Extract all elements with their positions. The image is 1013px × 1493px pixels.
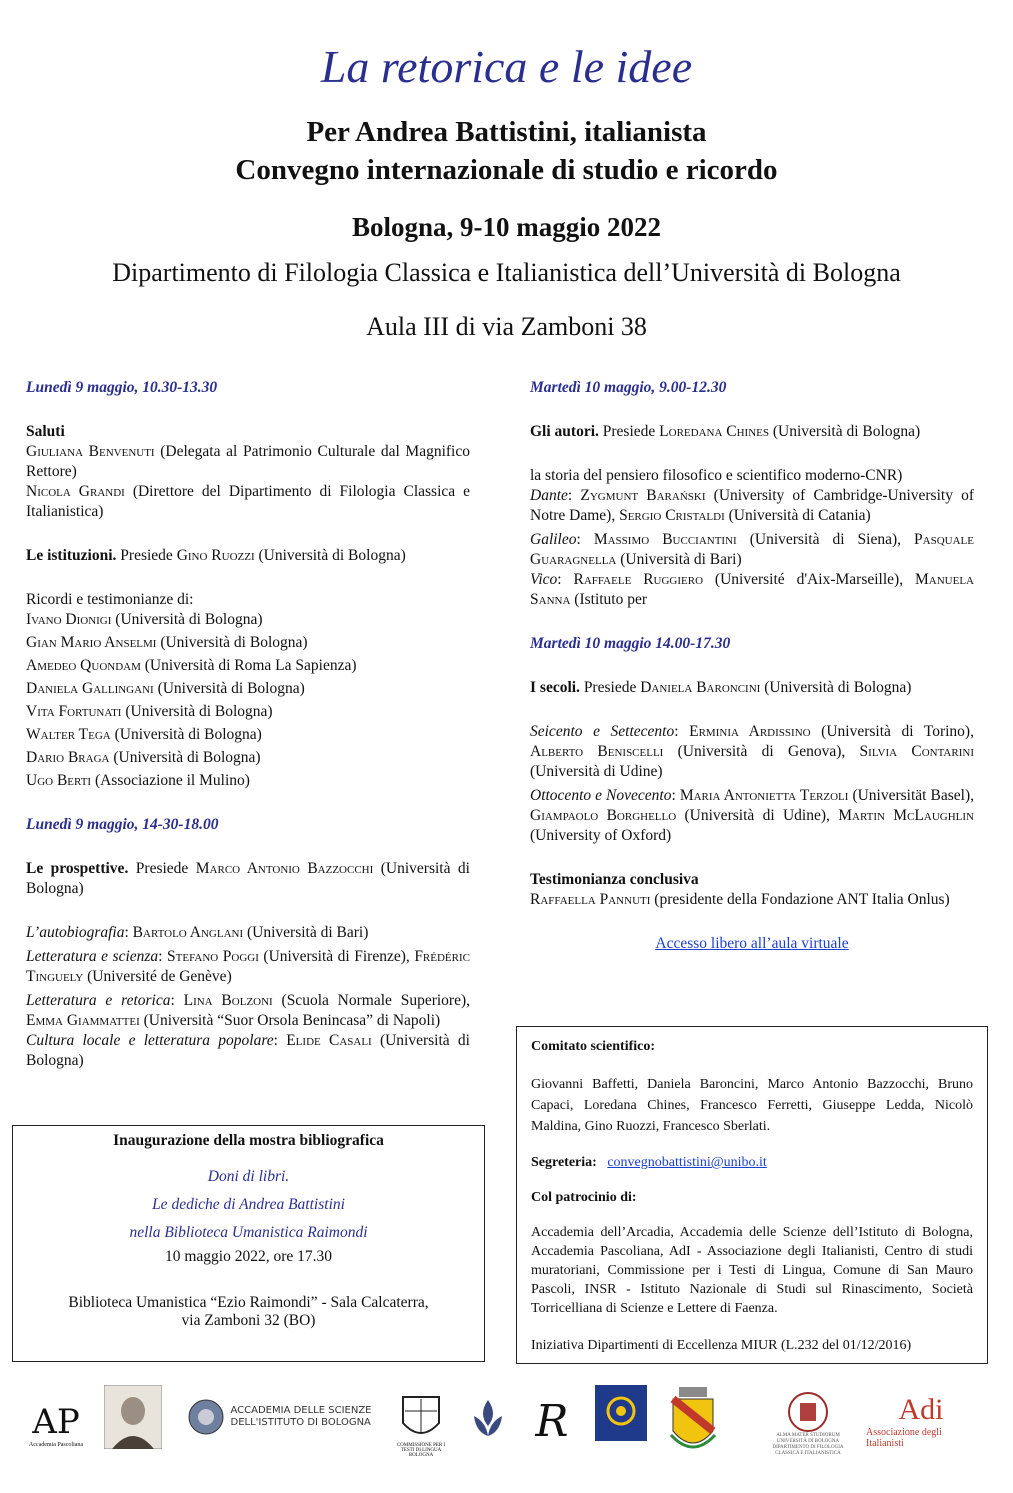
exhibition-title-3: nella Biblioteca Umanistica Raimondi: [129, 1224, 368, 1241]
talk-topic: Vico: [530, 571, 558, 588]
unibo-logo: [768, 1385, 848, 1463]
event-date: Bologna, 9-10 maggio 2022: [351, 212, 661, 242]
program-entry: Letteratura e scienza: Stefano Poggi (Università di Firenze), Frédéric Tinguely (Université de Genève): [26, 948, 470, 985]
talk-topic: Dante: [530, 487, 568, 504]
saluti-label: Saluti: [26, 423, 65, 440]
session-heading: Martedì 10 maggio 14.00-17.30: [530, 635, 731, 652]
logos-strip: [26, 1385, 976, 1465]
program-entry: Letteratura e retorica: Lina Bolzoni (Scuola Normale Superiore), Emma Giammattei (Università “Suor Orsola Benincasa” di Napoli): [26, 992, 471, 1029]
panel-label: I secoli.: [530, 679, 580, 696]
chair-affiliation: (Università di Bologna): [769, 423, 921, 440]
exhibition-heading: Inaugurazione della mostra bibliografica: [113, 1132, 384, 1149]
list-item: [26, 748, 470, 768]
secretariat-email-link[interactable]: convegnobattistini@unibo.it: [607, 1155, 767, 1170]
committee-heading: Comitato scientifico:: [531, 1039, 656, 1054]
speaker-affiliation: (Università di Genova),: [663, 743, 860, 760]
speaker-affiliation: (Università di Roma La Sapienza): [140, 657, 357, 674]
speaker-name: Maria Antonietta Terzoli: [679, 787, 849, 804]
program-entry: L’autobiografia: Bartolo Anglani (Università di Bari): [26, 924, 369, 941]
testimonials-list: [26, 610, 470, 791]
panel-heading: [530, 678, 974, 698]
speaker-affiliation: (Università di Firenze),: [258, 948, 415, 965]
speaker-affiliation: (Associazione il Mulino): [91, 772, 250, 789]
speaker-name: Daniela Gallingani: [26, 680, 154, 697]
speaker-name: Gian Mario Anselmi: [26, 634, 157, 651]
speaker-name: Bartolo Anglani: [132, 924, 244, 941]
program-entry: Galileo: Massimo Bucciantini (Università di Siena), Pasquale Guaragnella (Università di Bari): [530, 531, 974, 568]
speaker-affiliation: (University of Oxford): [530, 827, 672, 844]
list-item: [26, 702, 470, 722]
speaker-affiliation: (Università “Suor Orsola Benincasa” di Napoli): [139, 1012, 441, 1029]
logo-caption: COMMISSIONE PER I TESTI DI LINGUA BOLOGNA: [396, 1442, 446, 1458]
speaker-affiliation: (Università di Bologna): [111, 611, 263, 628]
speaker-name: Giuliana Benvenuti: [26, 443, 155, 460]
speaker-name: Elide Casali: [286, 1032, 372, 1049]
speaker-name: Emma Giammattei: [26, 1012, 140, 1029]
committee-members: Giovanni Baffetti, Daniela Baroncini, Marco Antonio Bazzocchi, Bruno Capaci, Loredana Chines, Francesco Ferretti, Giuseppe Ledda, Nicolò Maldina, Gino Ruozzi, Francesco Sberlati.: [531, 1077, 973, 1134]
talk-topic: Letteratura e scienza: [26, 948, 159, 965]
program-entry: Cultura locale e letteratura popolare: Elide Casali (Università di Bologna): [26, 1032, 470, 1069]
program-entry: [530, 890, 974, 910]
exhibition-box: [12, 1125, 485, 1362]
virtual-room-link[interactable]: Accesso libero all’aula virtuale: [655, 935, 849, 952]
program-entry: [26, 442, 470, 482]
list-item: [26, 771, 470, 791]
chair-name: Loredana Chines: [659, 423, 770, 440]
speaker-affiliation: (Delegata al Patrimonio Culturale dal Magnifico Rettore): [26, 443, 470, 480]
speaker-affiliation: (Università di Bologna): [26, 1032, 470, 1069]
left-column: [26, 378, 470, 1071]
chair-prefix: Presiede: [579, 679, 641, 696]
speaker-affiliation: (Universität Basel),: [848, 787, 974, 804]
shield-icon: [595, 1385, 647, 1447]
speaker-name: Dario Braga: [26, 749, 110, 766]
secretariat-row: [531, 1153, 973, 1172]
session-heading: Martedì 10 maggio, 9.00-12.30: [530, 379, 727, 396]
speaker-name: Vita Fortunati: [26, 703, 122, 720]
speaker-name: Amedeo Quondam: [26, 657, 141, 674]
speaker-affiliation: (Università di Bari): [243, 924, 369, 941]
panel-heading: [26, 546, 470, 566]
university-seal-icon: [787, 1391, 829, 1433]
chair-prefix: Presiede: [116, 547, 177, 564]
speaker-name: Walter Tega: [26, 726, 111, 743]
exhibition-datetime: 10 maggio 2022, ore 17.30: [164, 1248, 333, 1265]
commissione-testi-logo: [391, 1385, 451, 1465]
list-item: [26, 633, 470, 653]
logo-text-line: DELL'ISTITUTO DI BOLOGNA: [230, 1417, 371, 1428]
program-entry: [26, 482, 470, 522]
speaker-name: Zygmunt Barański: [580, 487, 706, 504]
speaker-name: Massimo Bucciantini: [593, 531, 737, 548]
exhibition-title-2: Le dediche di Andrea Battistini: [152, 1196, 345, 1213]
speaker-name: Ivano Dionigi: [26, 611, 112, 628]
committee-box: [516, 1026, 988, 1364]
adi-logo: [866, 1391, 976, 1451]
speaker-name: Raffaele Ruggiero: [573, 571, 704, 588]
access-link-wrapper: [530, 934, 974, 954]
speaker-affiliation: (Université d'Aix-Marseille),: [703, 571, 915, 588]
speaker-name: Giampaolo Borghello: [530, 807, 677, 824]
talk-topic: Seicento e Settecento: [530, 723, 675, 740]
session-heading: Lunedì 9 maggio, 14-30-18.00: [26, 816, 219, 833]
speaker-name: Silvia Contarini: [859, 743, 974, 760]
list-item: [26, 725, 470, 745]
r-monogram-logo: [524, 1391, 580, 1451]
logo-caption: Accademia Pascoliana: [28, 1442, 84, 1448]
portrait-image-icon: [104, 1385, 162, 1449]
subtitle-line1: Per Andrea Battistini, italianista: [306, 116, 707, 148]
speaker-name: Frédéric Tinguely: [26, 948, 470, 985]
speaker-affiliation: (Università di Bari): [616, 551, 742, 568]
speaker-affiliation: (Università di Bologna): [153, 680, 305, 697]
chair-name: Marco Antonio Bazzocchi: [195, 860, 374, 877]
municipal-crest-icon: [667, 1385, 719, 1461]
exhibition-place-2: via Zamboni 32 (BO): [181, 1312, 316, 1329]
speaker-name: Pasquale Guaragnella: [530, 531, 974, 568]
accademia-scienze-logo: [184, 1397, 374, 1437]
talk-topic: Cultura locale e letteratura popolare: [26, 1032, 274, 1049]
speaker-affiliation: (Università di Udine): [530, 763, 663, 780]
speaker-affiliation: (Università di Bologna): [109, 749, 261, 766]
speaker-affiliation: (Università di Siena),: [736, 531, 915, 548]
venue: Aula III di via Zamboni 38: [366, 312, 647, 341]
patronage-text: Accademia dell’Arcadia, Accademia delle Scienze dell’Istituto di Bologna, Accademia Pascoliana, AdI - Associazione degli Italianisti, Centro di studi muratoriani, Commissione per i Testi di Lingua, Comune di San Mauro Pascoli, INSR - Istituto Nazionale di Studi sul Rinascimento, Società Torricelliana di Scienze e Lettere di Faenza.: [531, 1225, 973, 1316]
talk-topic: Ottocento e Novecento: [530, 787, 672, 804]
speaker-affiliation: (Università di Udine),: [676, 807, 839, 824]
panel-label: Gli autori.: [530, 423, 599, 440]
speaker-name: Martin McLaughlin: [838, 807, 974, 824]
program-entry: Ottocento e Novecento: Maria Antonietta Terzoli (Universität Basel), Giampaolo Borghello (Università di Udine), Martin McLaughlin (University of Oxford): [530, 787, 974, 844]
talk-topic: Letteratura e retorica: [26, 992, 171, 1009]
list-item: [26, 656, 470, 676]
chair-name: Daniela Baroncini: [640, 679, 761, 696]
chair-prefix: Presiede: [128, 860, 196, 877]
patronage-heading: Col patrocinio di:: [531, 1190, 637, 1205]
portrait-logo: [104, 1385, 162, 1449]
chair-name: Gino Ruozzi: [176, 547, 255, 564]
list-item: [26, 679, 470, 699]
logo-caption: ALMA MATER STUDIORUM UNIVERSITÀ DI BOLOGNA DIPARTIMENTO DI FILOLOGIA CLASSICA E ITALIANISTICA: [772, 1433, 844, 1456]
chair-affiliation: (Università di Bologna): [26, 860, 470, 897]
shield-blue-logo: [594, 1385, 648, 1447]
speaker-name: Manuela Sanna: [530, 571, 974, 608]
session-heading: Lunedì 9 maggio, 10.30-13.30: [26, 379, 218, 396]
speaker-affiliation: (Università di Bologna): [110, 726, 262, 743]
chair-affiliation: (Università di Bologna): [254, 547, 406, 564]
exhibition-place-1: Biblioteca Umanistica “Ezio Raimondi” - Sala Calcaterra,: [68, 1294, 429, 1311]
speaker-affiliation: (Direttore del Dipartimento di Filologia Classica e Italianistica): [26, 483, 471, 520]
speaker-affiliation: (Université de Genève): [83, 968, 232, 985]
crest-icon: [399, 1393, 443, 1443]
exhibition-title-1: Doni di libri.: [207, 1168, 290, 1185]
list-item: [26, 610, 470, 630]
subtitle-line2: Convegno internazionale di studio e ricordo: [235, 154, 778, 186]
speaker-name: Erminia Ardissino: [689, 723, 811, 740]
speaker-affiliation: (Università di Torino),: [810, 723, 974, 740]
speaker-affiliation: (Istituto per: [570, 591, 648, 608]
floral-emblem-logo: [466, 1391, 510, 1451]
speaker-affiliation: (Scuola Normale Superiore),: [272, 992, 471, 1009]
speaker-name: Raffaella Pannuti: [530, 891, 651, 908]
ricordi-label: Ricordi e testimonianze di:: [26, 591, 194, 608]
initiative-note: Iniziativa Dipartimenti di Eccellenza MIUR (L.232 del 01/12/2016): [531, 1338, 912, 1353]
logo-text-line: ACCADEMIA DELLE SCIENZE: [230, 1405, 372, 1416]
panel-label: Le prospettive.: [26, 860, 129, 877]
chair-prefix: Presiede: [598, 423, 660, 440]
speaker-name: Alberto Beniscelli: [530, 743, 664, 760]
right-column: [530, 378, 974, 954]
program-entry: Seicento e Settecento: Erminia Ardissino (Università di Torino), Alberto Beniscelli (Università di Genova), Silvia Contarini (Università di Udine): [530, 723, 974, 780]
talk-topic: L’autobiografia: [26, 924, 125, 941]
speaker-affiliation: (University of Cambridge-University of Notre Dame),: [530, 487, 975, 524]
closing-testimony-label: Testimonianza conclusiva: [530, 871, 699, 888]
program-entry: Vico: Raffaele Ruggiero (Université d'Aix-Marseille), Manuela Sanna (Istituto per: [530, 571, 974, 608]
speaker-affiliation: (Università di Catania): [724, 507, 871, 524]
accademia-pascoliana-logo: [26, 1395, 86, 1455]
speaker-name: Ugo Berti: [26, 772, 92, 789]
chair-affiliation: (Università di Bologna): [760, 679, 912, 696]
program-entry: Dante: Zygmunt Barański (University of Cambridge-University of Notre Dame), Sergio Cristaldi (Università di Catania): [530, 487, 975, 524]
comune-crest-logo: [666, 1385, 720, 1461]
panel-heading: [530, 422, 974, 442]
fleur-icon: [468, 1396, 508, 1446]
secretariat-label: Segreteria:: [531, 1155, 597, 1170]
panel-label: Le istituzioni.: [26, 547, 117, 564]
seal-icon: [187, 1398, 225, 1436]
department: Dipartimento di Filologia Classica e Italianistica dell’Università di Bologna: [112, 258, 901, 287]
orphan-text-line: la storia del pensiero filosofico e scientifico moderno-CNR): [530, 467, 903, 484]
talk-topic: Galileo: [530, 531, 577, 548]
speaker-affiliation: (Università di Bologna): [121, 703, 273, 720]
speaker-affiliation: (presidente della Fondazione ANT Italia Onlus): [650, 891, 950, 908]
logo-monogram: R: [535, 1395, 569, 1447]
logo-caption: Associazione degli Italianisti: [866, 1427, 942, 1449]
logo-monogram: AP: [32, 1402, 80, 1442]
speaker-affiliation: (Università di Bologna): [156, 634, 308, 651]
speaker-name: Lina Bolzoni: [183, 992, 273, 1009]
speaker-name: Nicola Grandi: [26, 483, 125, 500]
speaker-name: Sergio Cristaldi: [619, 507, 725, 524]
panel-heading: [26, 859, 470, 899]
page-title: La retorica e le idee: [320, 41, 693, 92]
speaker-name: Stefano Poggi: [167, 948, 259, 965]
logo-wordmark: Adi: [898, 1393, 944, 1426]
